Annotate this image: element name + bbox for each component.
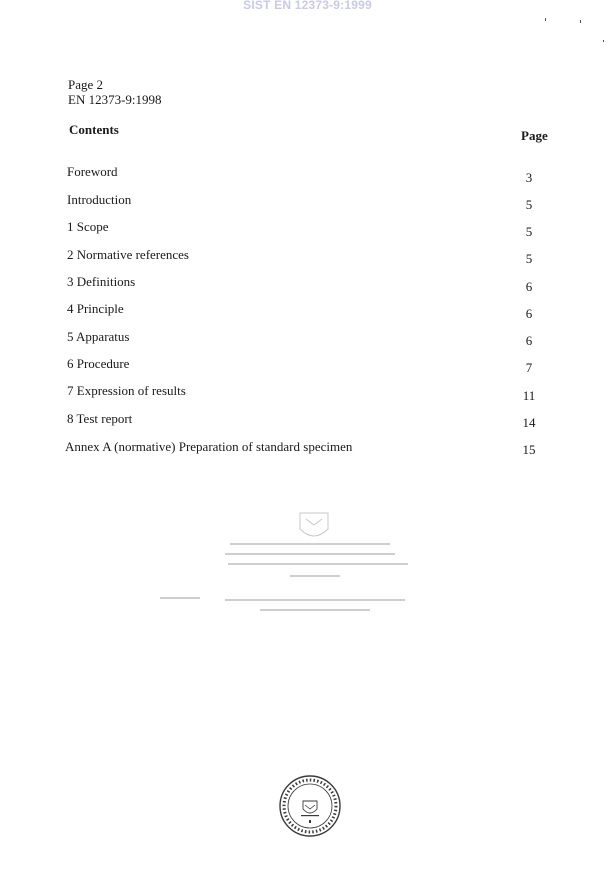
- toc-entry-introduction: Introduction: [67, 192, 132, 207]
- toc-page-introduction: 5: [525, 197, 533, 212]
- scan-speck: [580, 20, 581, 23]
- standard-reference-line: EN 12373-9:1998: [68, 92, 162, 107]
- toc-page-principle: 6: [525, 306, 533, 321]
- toc-entry-procedure: 6 Procedure: [67, 356, 130, 371]
- toc-page-definitions: 6: [525, 279, 533, 294]
- toc-entry-apparatus: 5 Apparatus: [67, 329, 130, 344]
- toc-entry-test-report: 8 Test report: [67, 411, 133, 426]
- scan-speck: [545, 18, 546, 21]
- toc-page-test-report: 14: [522, 415, 536, 430]
- faded-institution-stamp-icon: [150, 505, 420, 625]
- toc-page-normative-references: 5: [525, 251, 533, 266]
- toc-page-annex-a: 15: [522, 442, 536, 457]
- toc-entry-principle: 4 Principle: [67, 301, 124, 316]
- toc-entry-scope: 1 Scope: [67, 219, 109, 234]
- contents-heading: Contents: [69, 122, 119, 137]
- scan-speck: [603, 40, 604, 42]
- toc-entry-foreword: Foreword: [67, 164, 118, 179]
- toc-page-procedure: 7: [525, 360, 533, 375]
- watermark-header: SIST EN 12373-9:1999: [243, 0, 372, 12]
- toc-entry-annex-a: Annex A (normative) Preparation of standard specimen: [65, 439, 353, 454]
- page-number-line: Page 2: [68, 77, 104, 92]
- page-column-heading: Page: [521, 128, 548, 143]
- toc-entry-definitions: 3 Definitions: [67, 274, 136, 289]
- toc-entry-expression-of-results: 7 Expression of results: [67, 383, 186, 398]
- toc-page-apparatus: 6: [525, 333, 533, 348]
- toc-entry-normative-references: 2 Normative references: [67, 247, 189, 262]
- official-round-seal-icon: [279, 775, 341, 837]
- toc-page-expression-of-results: 11: [522, 388, 536, 403]
- toc-page-foreword: 3: [525, 170, 533, 185]
- toc-page-scope: 5: [525, 224, 533, 239]
